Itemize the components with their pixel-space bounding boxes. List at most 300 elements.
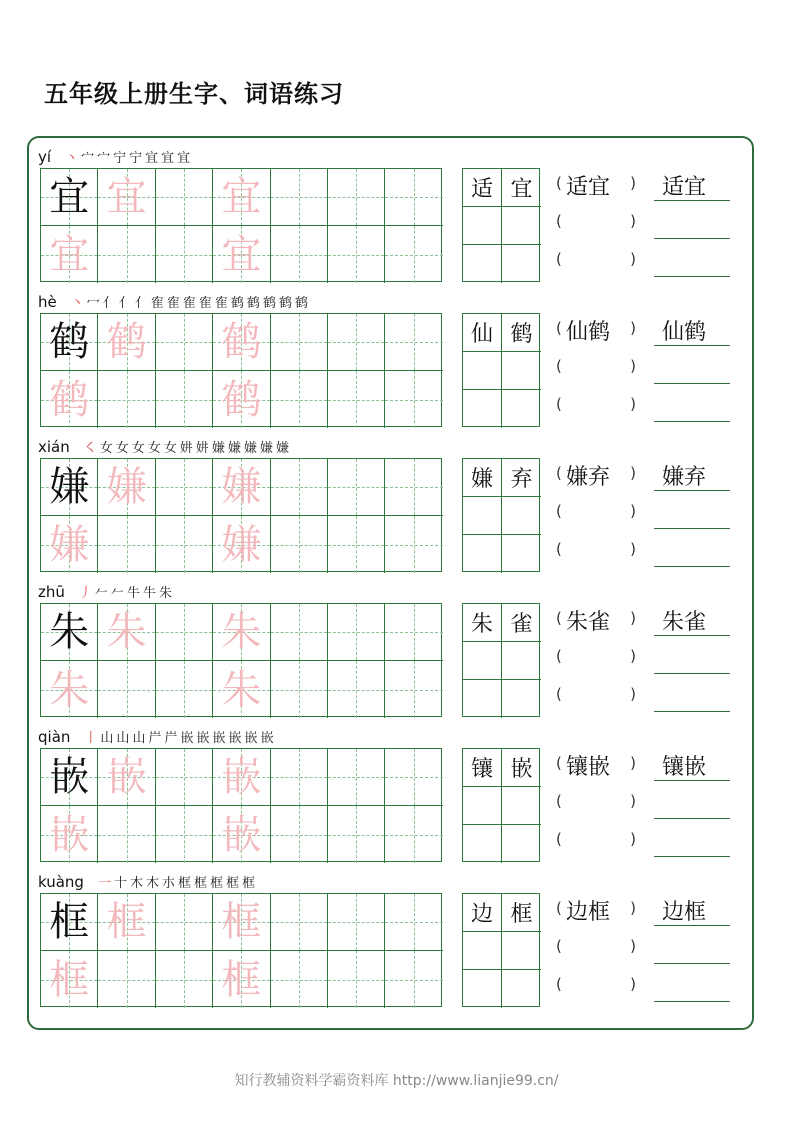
stroke-sequence — [98, 872, 255, 891]
stroke-step: 十 — [113, 876, 127, 891]
stroke-step: 隺 — [214, 296, 228, 311]
word-cell[interactable]: 镶 — [463, 749, 502, 787]
writing-cell[interactable] — [213, 951, 270, 1008]
close-paren: ) — [630, 174, 636, 192]
writing-cell[interactable] — [41, 169, 98, 226]
writing-cell[interactable] — [41, 516, 98, 573]
stroke-step: 宜 — [161, 151, 175, 166]
writing-cell[interactable] — [213, 169, 270, 226]
open-paren: ( — [556, 647, 562, 665]
word-cell[interactable] — [502, 497, 541, 535]
stroke-step: 一 — [97, 876, 111, 891]
word-cell[interactable]: 鹤 — [502, 314, 541, 352]
open-paren: ( — [556, 212, 562, 230]
paren-slot[interactable] — [556, 391, 636, 421]
stroke-step: 鹤 — [246, 296, 260, 311]
answer-text: 镶嵌 — [662, 755, 707, 780]
writing-cell[interactable] — [156, 314, 213, 371]
answer-text: 仙鹤 — [662, 320, 707, 345]
paren-slot[interactable] — [556, 681, 636, 711]
answer-line[interactable] — [654, 750, 730, 781]
answer-line[interactable] — [654, 536, 730, 567]
word-cell[interactable] — [463, 207, 502, 245]
stroke-step: 妌 — [179, 441, 193, 456]
stroke-step: 嵌 — [260, 731, 274, 746]
paren-slot[interactable] — [556, 750, 636, 780]
trace-character: 鹤 — [221, 319, 262, 365]
close-paren: ) — [630, 792, 636, 810]
stroke-step: 牛 — [126, 586, 140, 601]
open-paren: ( — [556, 395, 562, 413]
stroke-step: 隺 — [166, 296, 180, 311]
paren-slot[interactable] — [556, 933, 636, 963]
character-block — [38, 430, 738, 570]
writing-cell[interactable] — [98, 226, 155, 283]
writing-cell[interactable] — [156, 951, 213, 1008]
writing-cell[interactable] — [41, 661, 98, 718]
stroke-step: 宜 — [145, 151, 159, 166]
writing-cell[interactable] — [156, 749, 213, 806]
writing-cell[interactable] — [213, 604, 270, 661]
writing-grid — [40, 458, 442, 572]
stroke-step: 木 — [146, 876, 160, 891]
writing-cell[interactable] — [271, 169, 328, 226]
word-cell[interactable]: 朱 — [463, 604, 502, 642]
word-cell[interactable] — [502, 825, 541, 863]
writing-cell[interactable] — [98, 749, 155, 806]
phrase-text: 仙鹤 — [566, 320, 611, 345]
stroke-sequence — [65, 147, 190, 166]
writing-cell[interactable] — [385, 894, 442, 951]
open-paren: ( — [556, 250, 562, 268]
stroke-step: 宁 — [113, 151, 127, 166]
stroke-step: 隺 — [182, 296, 196, 311]
trace-character: 朱 — [49, 666, 90, 713]
writing-cell[interactable] — [271, 314, 328, 371]
answer-line[interactable] — [654, 788, 730, 819]
word-grid — [462, 458, 540, 572]
writing-cell[interactable] — [98, 951, 155, 1008]
stroke-step: 山 — [132, 731, 146, 746]
open-paren: ( — [556, 319, 562, 337]
word-cell[interactable] — [463, 932, 502, 970]
writing-cell[interactable] — [271, 894, 328, 951]
writing-cell[interactable] — [328, 314, 385, 371]
trace-character: 框 — [221, 956, 262, 1003]
word-cell[interactable] — [502, 535, 541, 573]
answer-line[interactable] — [654, 895, 730, 926]
writing-cell[interactable] — [41, 604, 98, 661]
stroke-step: 嵌 — [196, 731, 210, 746]
writing-cell[interactable] — [385, 226, 442, 283]
open-paren: ( — [556, 754, 562, 772]
writing-cell[interactable] — [98, 604, 155, 661]
paren-slot[interactable] — [556, 826, 636, 856]
writing-cell[interactable] — [328, 226, 385, 283]
writing-cell[interactable] — [385, 806, 442, 863]
paren-slot[interactable] — [556, 895, 636, 925]
stroke-step: 丿 — [78, 586, 92, 601]
writing-cell[interactable] — [213, 894, 270, 951]
stroke-step: 宀 — [81, 151, 95, 166]
stroke-step: 冖 — [86, 296, 100, 311]
word-cell[interactable] — [463, 680, 502, 718]
open-paren: ( — [556, 975, 562, 993]
word-cell[interactable] — [463, 497, 502, 535]
stroke-order-line — [38, 140, 190, 166]
paren-slot[interactable] — [556, 170, 636, 200]
stroke-step: 山 — [100, 731, 114, 746]
phrase-text: 镶嵌 — [566, 755, 611, 780]
writing-cell[interactable] — [328, 806, 385, 863]
word-cell[interactable] — [463, 390, 502, 428]
writing-grid — [40, 168, 442, 282]
stroke-step: 嫌 — [227, 441, 241, 456]
word-cell[interactable] — [463, 535, 502, 573]
open-paren: ( — [556, 464, 562, 482]
stroke-order-line — [38, 865, 255, 891]
stroke-step: 亻 — [118, 296, 132, 311]
pinyin-label: xián — [38, 438, 70, 456]
open-paren: ( — [556, 357, 562, 375]
pinyin-label: hè — [38, 293, 57, 311]
writing-grid — [40, 603, 442, 717]
writing-cell[interactable] — [213, 749, 270, 806]
trace-character: 宜 — [221, 231, 262, 278]
word-grid — [462, 603, 540, 717]
writing-cell[interactable] — [98, 371, 155, 428]
writing-cell[interactable] — [156, 169, 213, 226]
word-grid — [462, 748, 540, 862]
close-paren: ) — [630, 937, 636, 955]
writing-cell[interactable] — [98, 169, 155, 226]
stroke-step: 鹤 — [294, 296, 308, 311]
close-paren: ) — [630, 502, 636, 520]
model-character: 嫌 — [49, 464, 90, 510]
word-cell[interactable]: 嵌 — [502, 749, 541, 787]
writing-cell[interactable] — [385, 951, 442, 1008]
close-paren: ) — [630, 609, 636, 627]
writing-cell[interactable] — [328, 951, 385, 1008]
word-cell[interactable] — [502, 970, 541, 1008]
word-cell[interactable]: 仙 — [463, 314, 502, 352]
writing-cell[interactable] — [41, 894, 98, 951]
word-cell[interactable] — [463, 787, 502, 825]
word-cell[interactable] — [502, 245, 541, 283]
stroke-step: 丨 — [84, 731, 98, 746]
trace-character: 宜 — [49, 231, 90, 278]
word-cell[interactable] — [502, 932, 541, 970]
trace-character: 框 — [49, 956, 90, 1003]
writing-cell[interactable] — [156, 516, 213, 573]
close-paren: ) — [630, 685, 636, 703]
answer-line[interactable] — [654, 170, 730, 201]
trace-character: 嵌 — [106, 754, 147, 800]
word-cell[interactable]: 边 — [463, 894, 502, 932]
trace-character: 嵌 — [49, 811, 90, 858]
answer-line[interactable] — [654, 208, 730, 239]
trace-character: 嫌 — [49, 521, 90, 568]
stroke-order-line — [38, 285, 308, 311]
answer-line[interactable] — [654, 353, 730, 384]
answer-line[interactable] — [654, 460, 730, 491]
writing-cell[interactable] — [328, 604, 385, 661]
writing-cell[interactable] — [271, 951, 328, 1008]
character-block — [38, 575, 738, 715]
close-paren: ) — [630, 319, 636, 337]
stroke-step: 宁 — [129, 151, 143, 166]
answer-line[interactable] — [654, 681, 730, 712]
word-cell[interactable]: 框 — [502, 894, 541, 932]
writing-cell[interactable] — [328, 661, 385, 718]
open-paren: ( — [556, 830, 562, 848]
stroke-sequence — [84, 437, 289, 456]
word-cell[interactable] — [502, 390, 541, 428]
writing-cell[interactable] — [156, 806, 213, 863]
stroke-step: 鹤 — [262, 296, 276, 311]
answer-line[interactable] — [654, 498, 730, 529]
writing-cell[interactable] — [98, 661, 155, 718]
word-cell[interactable] — [463, 970, 502, 1008]
word-cell[interactable] — [502, 207, 541, 245]
writing-cell[interactable] — [156, 371, 213, 428]
character-block — [38, 140, 738, 280]
stroke-step: 女 — [147, 441, 161, 456]
writing-cell[interactable] — [213, 516, 270, 573]
pinyin-label: yí — [38, 148, 52, 166]
open-paren: ( — [556, 502, 562, 520]
writing-cell[interactable] — [328, 459, 385, 516]
paren-slot[interactable] — [556, 498, 636, 528]
writing-cell[interactable] — [271, 661, 328, 718]
answer-text: 嫌弃 — [662, 465, 707, 490]
writing-cell[interactable] — [156, 226, 213, 283]
word-cell[interactable] — [502, 787, 541, 825]
stroke-order-line — [38, 575, 172, 601]
stroke-step: 牛 — [142, 586, 156, 601]
writing-cell[interactable] — [98, 314, 155, 371]
word-cell[interactable] — [463, 642, 502, 680]
writing-cell[interactable] — [156, 661, 213, 718]
writing-cell[interactable] — [385, 169, 442, 226]
writing-cell[interactable] — [385, 314, 442, 371]
stroke-step: 鹤 — [278, 296, 292, 311]
paren-slot[interactable] — [556, 246, 636, 276]
phrase-text: 适宜 — [566, 175, 611, 200]
phrase-text: 边框 — [566, 900, 611, 925]
close-paren: ) — [630, 830, 636, 848]
stroke-step: 丶 — [65, 151, 79, 166]
open-paren: ( — [556, 174, 562, 192]
trace-character: 嫌 — [221, 521, 262, 568]
stroke-step: 嵌 — [180, 731, 194, 746]
stroke-step: 嫌 — [211, 441, 225, 456]
writing-cell[interactable] — [328, 894, 385, 951]
close-paren: ) — [630, 212, 636, 230]
paren-slot[interactable] — [556, 460, 636, 490]
answer-line[interactable] — [654, 605, 730, 636]
answer-text: 适宜 — [662, 175, 707, 200]
stroke-step: 框 — [210, 876, 224, 891]
answer-line[interactable] — [654, 246, 730, 277]
writing-cell[interactable] — [41, 749, 98, 806]
stroke-step: 山 — [116, 731, 130, 746]
word-cell[interactable] — [463, 245, 502, 283]
character-block — [38, 285, 738, 425]
writing-cell[interactable] — [213, 314, 270, 371]
writing-cell[interactable] — [213, 226, 270, 283]
trace-character: 嫌 — [221, 464, 262, 510]
writing-cell[interactable] — [385, 516, 442, 573]
stroke-step: 亻 — [102, 296, 116, 311]
writing-cell[interactable] — [213, 806, 270, 863]
stroke-step: 鹤 — [230, 296, 244, 311]
stroke-step: 嫌 — [259, 441, 273, 456]
writing-cell[interactable] — [328, 169, 385, 226]
open-paren: ( — [556, 937, 562, 955]
word-cell[interactable]: 雀 — [502, 604, 541, 642]
answer-line[interactable] — [654, 391, 730, 422]
answer-line[interactable] — [654, 315, 730, 346]
pinyin-label: qiàn — [38, 728, 71, 746]
model-character: 朱 — [49, 609, 90, 655]
writing-cell[interactable] — [271, 226, 328, 283]
trace-character: 宜 — [221, 174, 262, 220]
writing-cell[interactable] — [385, 749, 442, 806]
writing-cell[interactable] — [328, 516, 385, 573]
writing-cell[interactable] — [328, 371, 385, 428]
stroke-step: 隺 — [150, 296, 164, 311]
writing-cell[interactable] — [98, 459, 155, 516]
paren-slot[interactable] — [556, 353, 636, 383]
writing-cell[interactable] — [385, 459, 442, 516]
writing-cell[interactable] — [98, 806, 155, 863]
stroke-order-line — [38, 720, 274, 746]
stroke-step: 框 — [178, 876, 192, 891]
paren-slot[interactable] — [556, 788, 636, 818]
close-paren: ) — [630, 975, 636, 993]
paren-slot[interactable] — [556, 605, 636, 635]
writing-cell[interactable] — [328, 749, 385, 806]
answer-line[interactable] — [654, 933, 730, 964]
stroke-step: 嫌 — [275, 441, 289, 456]
writing-grid — [40, 313, 442, 427]
writing-cell[interactable] — [98, 894, 155, 951]
writing-cell[interactable] — [156, 459, 213, 516]
word-cell[interactable]: 适 — [463, 169, 502, 207]
word-cell[interactable] — [502, 680, 541, 718]
word-cell[interactable]: 宜 — [502, 169, 541, 207]
writing-cell[interactable] — [271, 459, 328, 516]
trace-character: 嵌 — [221, 754, 262, 800]
writing-cell[interactable] — [41, 314, 98, 371]
writing-cell[interactable] — [385, 661, 442, 718]
trace-character: 嵌 — [221, 811, 262, 858]
word-cell[interactable] — [502, 352, 541, 390]
stroke-step: 框 — [226, 876, 240, 891]
writing-cell[interactable] — [98, 516, 155, 573]
writing-cell[interactable] — [213, 371, 270, 428]
writing-cell[interactable] — [271, 604, 328, 661]
stroke-step: 屵 — [148, 731, 162, 746]
answer-line[interactable] — [654, 826, 730, 857]
open-paren: ( — [556, 609, 562, 627]
word-grid — [462, 168, 540, 282]
trace-character: 鹤 — [49, 376, 90, 423]
stroke-sequence — [79, 582, 172, 601]
stroke-step: 屵 — [164, 731, 178, 746]
paren-slot[interactable] — [556, 208, 636, 238]
stroke-step: 女 — [131, 441, 145, 456]
stroke-step: 嵌 — [212, 731, 226, 746]
answer-text: 朱雀 — [662, 610, 707, 635]
writing-cell[interactable] — [41, 226, 98, 283]
stroke-sequence — [71, 292, 308, 311]
close-paren: ) — [630, 395, 636, 413]
open-paren: ( — [556, 540, 562, 558]
writing-cell[interactable] — [156, 894, 213, 951]
paren-slot[interactable] — [556, 315, 636, 345]
paren-slot[interactable] — [556, 643, 636, 673]
word-cell[interactable]: 弃 — [502, 459, 541, 497]
word-cell[interactable] — [463, 825, 502, 863]
writing-cell[interactable] — [271, 516, 328, 573]
word-cell[interactable] — [463, 352, 502, 390]
stroke-step: 宜 — [177, 151, 191, 166]
model-character: 鹤 — [49, 319, 90, 365]
stroke-step: 朩 — [162, 876, 176, 891]
stroke-step: 嵌 — [244, 731, 258, 746]
stroke-step: 嵌 — [228, 731, 242, 746]
word-cell[interactable] — [502, 642, 541, 680]
trace-character: 框 — [106, 899, 147, 945]
writing-cell[interactable] — [213, 661, 270, 718]
trace-character: 框 — [221, 899, 262, 945]
writing-grid — [40, 748, 442, 862]
paren-slot[interactable] — [556, 536, 636, 566]
writing-cell[interactable] — [41, 371, 98, 428]
model-character: 宜 — [49, 174, 90, 220]
writing-cell[interactable] — [213, 459, 270, 516]
stroke-step: 丶 — [70, 296, 84, 311]
word-cell[interactable]: 嫌 — [463, 459, 502, 497]
footer-text: 知行教辅资料学霸资料库 http://www.lianjie99.cn/ — [234, 1073, 559, 1089]
writing-cell[interactable] — [385, 604, 442, 661]
close-paren: ) — [630, 357, 636, 375]
character-block — [38, 865, 738, 1005]
stroke-step: 妌 — [195, 441, 209, 456]
writing-cell[interactable] — [156, 604, 213, 661]
close-paren: ) — [630, 540, 636, 558]
close-paren: ) — [630, 754, 636, 772]
answer-text: 边框 — [662, 900, 707, 925]
writing-cell[interactable] — [271, 371, 328, 428]
trace-character: 朱 — [106, 609, 147, 655]
answer-line[interactable] — [654, 643, 730, 674]
answer-line[interactable] — [654, 971, 730, 1002]
stroke-step: 女 — [163, 441, 177, 456]
writing-cell[interactable] — [41, 459, 98, 516]
trace-character: 宜 — [106, 174, 147, 220]
stroke-step: 框 — [194, 876, 208, 891]
stroke-step: 框 — [242, 876, 256, 891]
writing-cell[interactable] — [385, 371, 442, 428]
writing-cell[interactable] — [41, 806, 98, 863]
writing-cell[interactable] — [271, 749, 328, 806]
writing-cell[interactable] — [271, 806, 328, 863]
paren-slot[interactable] — [556, 971, 636, 1001]
writing-cell[interactable] — [41, 951, 98, 1008]
